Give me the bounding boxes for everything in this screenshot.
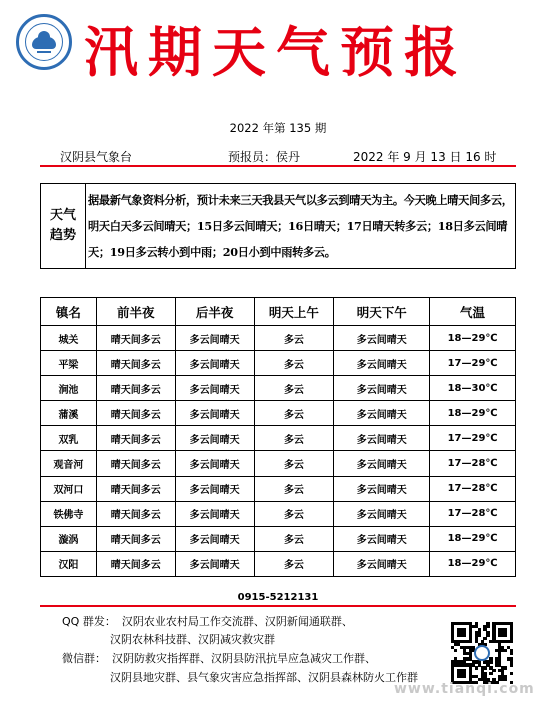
- first-half-night-cell: 晴天间多云: [96, 326, 175, 351]
- qr-module: [498, 646, 501, 649]
- qr-module: [510, 634, 513, 637]
- qr-module: [451, 637, 454, 640]
- qr-module: [457, 669, 460, 672]
- qr-module: [495, 663, 498, 666]
- qr-module: [492, 622, 495, 625]
- header-town: 镇名: [41, 298, 97, 326]
- qr-module: [451, 631, 454, 634]
- header-first-half-night: 前半夜: [96, 298, 175, 326]
- qr-module: [486, 660, 489, 663]
- qr-module: [510, 622, 513, 625]
- qr-module: [498, 628, 501, 631]
- qr-module: [469, 628, 472, 631]
- qr-module: [469, 666, 472, 669]
- qq-groups-label: QQ 群发：: [62, 615, 116, 628]
- qr-module: [454, 643, 457, 646]
- qr-module: [510, 637, 513, 640]
- qr-module: [475, 634, 478, 637]
- qr-module: [489, 660, 492, 663]
- qr-module: [507, 640, 510, 643]
- qr-module: [498, 660, 501, 663]
- qr-module: [454, 640, 457, 643]
- qr-module: [504, 622, 507, 625]
- wechat-groups-line1: [62, 650, 376, 666]
- qr-module: [457, 622, 460, 625]
- qq-groups-line1: [62, 613, 353, 629]
- footer-divider: [40, 605, 516, 607]
- qr-module: [469, 640, 472, 643]
- header-divider: [40, 165, 516, 167]
- qr-module: [469, 631, 472, 634]
- qr-module: [510, 652, 513, 655]
- first-half-night-cell: 晴天间多云: [96, 401, 175, 426]
- qr-module: [495, 622, 498, 625]
- qr-module: [498, 631, 501, 634]
- qr-module: [460, 640, 463, 643]
- qr-module: [460, 663, 463, 666]
- morning-cell: 多云: [254, 351, 334, 376]
- wechat-groups-label: 微信群：: [62, 652, 106, 665]
- contact-phone: 0915-5212131: [237, 592, 319, 603]
- qr-module: [498, 654, 501, 657]
- qr-module: [481, 675, 484, 678]
- qr-module: [466, 657, 469, 660]
- qr-module: [463, 675, 466, 678]
- afternoon-cell: 多云间晴天: [334, 376, 430, 401]
- header-tomorrow-afternoon: 明天下午: [334, 298, 430, 326]
- qr-module: [472, 660, 475, 663]
- second-half-night-cell: 多云间晴天: [175, 351, 254, 376]
- qr-code: [451, 622, 513, 684]
- temperature-cell: 17—28℃: [430, 501, 516, 526]
- temperature-cell: 17—29℃: [430, 351, 516, 376]
- second-half-night-cell: 多云间晴天: [175, 476, 254, 501]
- qr-module: [472, 675, 475, 678]
- second-half-night-cell: 多云间晴天: [175, 401, 254, 426]
- qr-module: [451, 622, 454, 625]
- qr-module: [501, 622, 504, 625]
- qr-module: [463, 649, 466, 652]
- morning-cell: 多云: [254, 501, 334, 526]
- qr-module: [469, 675, 472, 678]
- qr-module: [478, 631, 481, 634]
- qr-module: [451, 675, 454, 678]
- temperature-cell: 18—29℃: [430, 551, 516, 576]
- qr-module: [451, 663, 454, 666]
- qr-module: [504, 666, 507, 669]
- qr-module: [498, 649, 501, 652]
- qr-module: [486, 622, 489, 625]
- qr-module: [457, 631, 460, 634]
- town-cell: 涧池: [41, 376, 97, 401]
- qr-module: [475, 675, 478, 678]
- qr-module: [469, 637, 472, 640]
- qr-module: [451, 672, 454, 675]
- town-cell: 铁佛寺: [41, 501, 97, 526]
- qr-module: [469, 672, 472, 675]
- qr-module: [463, 657, 466, 660]
- table-row: [41, 501, 516, 526]
- qr-module: [463, 631, 466, 634]
- qr-module: [498, 643, 501, 646]
- qr-module: [495, 649, 498, 652]
- qr-module: [475, 666, 478, 669]
- qr-module: [495, 640, 498, 643]
- qr-module: [510, 649, 513, 652]
- first-half-night-cell: 晴天间多云: [96, 551, 175, 576]
- qr-module: [469, 625, 472, 628]
- qr-module: [510, 660, 513, 663]
- qr-module: [510, 663, 513, 666]
- qr-module: [483, 675, 486, 678]
- second-half-night-cell: 多云间晴天: [175, 501, 254, 526]
- first-half-night-cell: 晴天间多云: [96, 501, 175, 526]
- first-half-night-cell: 晴天间多云: [96, 526, 175, 551]
- qr-module: [469, 669, 472, 672]
- qr-module: [466, 646, 469, 649]
- qr-module: [466, 652, 469, 655]
- qr-module: [510, 625, 513, 628]
- table-row: [41, 451, 516, 476]
- table-row: [41, 326, 516, 351]
- qr-module: [475, 640, 478, 643]
- qr-module: [475, 622, 478, 625]
- watermark: www.tianqi.com: [394, 681, 535, 697]
- qr-module: [463, 663, 466, 666]
- qr-module: [451, 669, 454, 672]
- qr-module: [460, 634, 463, 637]
- qr-module: [498, 652, 501, 655]
- qr-module: [466, 622, 469, 625]
- trend-box: [40, 183, 516, 269]
- qr-module: [507, 622, 510, 625]
- qr-module: [501, 666, 504, 669]
- qr-module: [492, 625, 495, 628]
- table-row: [41, 476, 516, 501]
- meteorological-logo: [16, 14, 72, 70]
- morning-cell: 多云: [254, 401, 334, 426]
- qr-module: [501, 646, 504, 649]
- qr-module: [483, 666, 486, 669]
- qr-module: [469, 652, 472, 655]
- afternoon-cell: 多云间晴天: [334, 501, 430, 526]
- qr-module: [492, 631, 495, 634]
- qr-module: [498, 634, 501, 637]
- qr-module: [507, 657, 510, 660]
- second-half-night-cell: 多云间晴天: [175, 526, 254, 551]
- first-half-night-cell: 晴天间多云: [96, 476, 175, 501]
- qr-module: [483, 660, 486, 663]
- qr-module: [463, 628, 466, 631]
- qr-module: [454, 622, 457, 625]
- second-half-night-cell: 多云间晴天: [175, 376, 254, 401]
- qr-module: [457, 663, 460, 666]
- first-half-night-cell: 晴天间多云: [96, 426, 175, 451]
- second-half-night-cell: 多云间晴天: [175, 451, 254, 476]
- qr-module: [501, 669, 504, 672]
- first-half-night-cell: 晴天间多云: [96, 351, 175, 376]
- qr-module: [481, 672, 484, 675]
- qr-module: [469, 649, 472, 652]
- table-row: [41, 401, 516, 426]
- temperature-cell: 18—29℃: [430, 326, 516, 351]
- qr-module: [483, 672, 486, 675]
- qr-module: [478, 663, 481, 666]
- qr-module: [481, 666, 484, 669]
- qr-module: [504, 634, 507, 637]
- qr-module: [510, 657, 513, 660]
- trend-label-line1: 天气: [49, 208, 76, 223]
- town-cell: 蒲溪: [41, 401, 97, 426]
- qr-module: [469, 646, 472, 649]
- wechat-groups-text1: 汉阴防救灾指挥群、汉阴县防汛抗旱应急减灾工作群、: [112, 652, 376, 665]
- qr-module: [510, 628, 513, 631]
- qr-module: [510, 640, 513, 643]
- qr-module: [489, 672, 492, 675]
- qr-module: [501, 631, 504, 634]
- issue-datetime: 2022 年 9 月 13 日 16 时: [353, 150, 497, 164]
- temperature-cell: 17—29℃: [430, 426, 516, 451]
- qr-module: [495, 657, 498, 660]
- qr-module: [510, 672, 513, 675]
- qr-module: [463, 622, 466, 625]
- qr-module: [483, 637, 486, 640]
- header-second-half-night: 后半夜: [175, 298, 254, 326]
- qr-module: [492, 669, 495, 672]
- qr-module: [498, 675, 501, 678]
- afternoon-cell: 多云间晴天: [334, 326, 430, 351]
- town-cell: 平梁: [41, 351, 97, 376]
- trend-label: [41, 184, 86, 268]
- logo-swoosh: [37, 51, 51, 57]
- qr-module: [460, 628, 463, 631]
- qr-module: [483, 625, 486, 628]
- qr-module: [463, 640, 466, 643]
- afternoon-cell: 多云间晴天: [334, 401, 430, 426]
- issue-number: 2022 年第 135 期: [229, 121, 327, 135]
- first-half-night-cell: 晴天间多云: [96, 376, 175, 401]
- qr-module: [457, 675, 460, 678]
- qr-module: [478, 634, 481, 637]
- qr-module: [498, 622, 501, 625]
- qr-module: [451, 666, 454, 669]
- issuer: 汉阴县气象台: [60, 150, 133, 164]
- qr-module: [463, 646, 466, 649]
- table-header-row: [41, 298, 516, 326]
- forecast-table: [40, 297, 516, 577]
- qr-module: [469, 654, 472, 657]
- morning-cell: 多云: [254, 476, 334, 501]
- temperature-cell: 17—28℃: [430, 451, 516, 476]
- qr-module: [501, 640, 504, 643]
- first-half-night-cell: 晴天间多云: [96, 451, 175, 476]
- temperature-cell: 17—28℃: [430, 476, 516, 501]
- qr-module: [457, 628, 460, 631]
- town-cell: 双河口: [41, 476, 97, 501]
- qr-module: [463, 660, 466, 663]
- second-half-night-cell: 多云间晴天: [175, 551, 254, 576]
- qr-module: [475, 637, 478, 640]
- page-title: 汛期天气预报: [84, 20, 468, 84]
- qr-module: [454, 663, 457, 666]
- qr-module: [469, 657, 472, 660]
- qr-module: [457, 634, 460, 637]
- town-cell: 汉阳: [41, 551, 97, 576]
- cloud-icon: [32, 37, 56, 49]
- qr-module: [478, 628, 481, 631]
- qr-module: [472, 663, 475, 666]
- town-cell: 双乳: [41, 426, 97, 451]
- qr-module: [501, 675, 504, 678]
- temperature-cell: 18—29℃: [430, 526, 516, 551]
- qr-module: [504, 628, 507, 631]
- qr-module: [472, 625, 475, 628]
- temperature-cell: 18—29℃: [430, 401, 516, 426]
- qr-center-logo: [474, 645, 490, 661]
- morning-cell: 多云: [254, 376, 334, 401]
- qr-module: [469, 622, 472, 625]
- qr-module: [466, 640, 469, 643]
- temperature-cell: 18—30℃: [430, 376, 516, 401]
- afternoon-cell: 多云间晴天: [334, 351, 430, 376]
- qr-module: [501, 634, 504, 637]
- qr-module: [504, 675, 507, 678]
- morning-cell: 多云: [254, 426, 334, 451]
- qq-groups-text1: 汉阴农业农村局工作交流群、汉阴新闻通联群、: [121, 615, 353, 628]
- qr-module: [460, 646, 463, 649]
- qr-module: [460, 672, 463, 675]
- qr-module: [475, 660, 478, 663]
- qr-module: [481, 669, 484, 672]
- qr-module: [501, 672, 504, 675]
- qr-module: [504, 649, 507, 652]
- table-row: [41, 351, 516, 376]
- qr-module: [451, 625, 454, 628]
- table-row: [41, 551, 516, 576]
- qr-module: [457, 660, 460, 663]
- morning-cell: 多云: [254, 451, 334, 476]
- town-cell: 城关: [41, 326, 97, 351]
- qr-module: [492, 634, 495, 637]
- qr-module: [507, 646, 510, 649]
- trend-text: 据最新气象资料分析，预计未来三天我县天气以多云到晴天为主。今天晚上晴天间多云，明天白天多云间晴天；15日多云间晴天；16日晴天；17日晴天转多云；18日多云间晴天；19日多云转小到中雨；20日小到中雨转多云。: [88, 193, 513, 259]
- trend-label-line2: 趋势: [49, 228, 76, 243]
- qr-module: [498, 663, 501, 666]
- qr-module: [469, 663, 472, 666]
- qr-module: [492, 628, 495, 631]
- table-row: [41, 526, 516, 551]
- qr-module: [451, 634, 454, 637]
- qr-module: [460, 660, 463, 663]
- qr-module: [454, 657, 457, 660]
- qr-module: [466, 663, 469, 666]
- qr-module: [486, 631, 489, 634]
- forecaster: 预报员：侯丹: [228, 150, 301, 164]
- header-temperature: 气温: [430, 298, 516, 326]
- morning-cell: 多云: [254, 326, 334, 351]
- qr-module: [460, 622, 463, 625]
- qr-module: [501, 649, 504, 652]
- second-half-night-cell: 多云间晴天: [175, 426, 254, 451]
- qr-module: [451, 660, 454, 663]
- qr-module: [451, 646, 454, 649]
- qr-module: [451, 628, 454, 631]
- qr-module: [460, 669, 463, 672]
- qr-module: [498, 669, 501, 672]
- qr-module: [454, 649, 457, 652]
- qr-module: [454, 660, 457, 663]
- qr-module: [498, 657, 501, 660]
- qr-module: [489, 666, 492, 669]
- qr-module: [489, 640, 492, 643]
- qr-module: [486, 663, 489, 666]
- qr-module: [510, 631, 513, 634]
- qr-module: [481, 640, 484, 643]
- qr-module: [457, 643, 460, 646]
- qr-module: [501, 628, 504, 631]
- qr-module: [483, 628, 486, 631]
- town-cell: 观音河: [41, 451, 97, 476]
- qr-module: [451, 640, 454, 643]
- qr-module: [460, 631, 463, 634]
- qq-groups-line2: 汉阴农林科技群、汉阴减灾救灾群: [110, 633, 275, 646]
- afternoon-cell: 多云间晴天: [334, 476, 430, 501]
- morning-cell: 多云: [254, 551, 334, 576]
- qr-module: [498, 640, 501, 643]
- qr-module: [457, 672, 460, 675]
- qr-module: [475, 631, 478, 634]
- qr-module: [460, 675, 463, 678]
- qr-module: [486, 625, 489, 628]
- qr-module: [504, 631, 507, 634]
- afternoon-cell: 多云间晴天: [334, 451, 430, 476]
- wechat-groups-line2: 汉阴县地灾群、县气象灾害应急指挥部、汉阴县森林防火工作群: [110, 671, 418, 684]
- qr-module: [463, 672, 466, 675]
- table-row: [41, 376, 516, 401]
- qr-module: [463, 634, 466, 637]
- afternoon-cell: 多云间晴天: [334, 526, 430, 551]
- qr-module: [457, 640, 460, 643]
- qr-module: [489, 657, 492, 660]
- qr-module: [463, 669, 466, 672]
- table-row: [41, 426, 516, 451]
- morning-cell: 多云: [254, 526, 334, 551]
- qr-module: [469, 634, 472, 637]
- qr-module: [495, 660, 498, 663]
- qr-module: [492, 637, 495, 640]
- afternoon-cell: 多云间晴天: [334, 426, 430, 451]
- qr-module: [463, 652, 466, 655]
- afternoon-cell: 多云间晴天: [334, 551, 430, 576]
- header-tomorrow-morning: 明天上午: [254, 298, 334, 326]
- qr-module: [475, 625, 478, 628]
- qr-module: [492, 640, 495, 643]
- town-cell: 漩涡: [41, 526, 97, 551]
- qr-module: [486, 634, 489, 637]
- qr-module: [504, 640, 507, 643]
- second-half-night-cell: 多云间晴天: [175, 326, 254, 351]
